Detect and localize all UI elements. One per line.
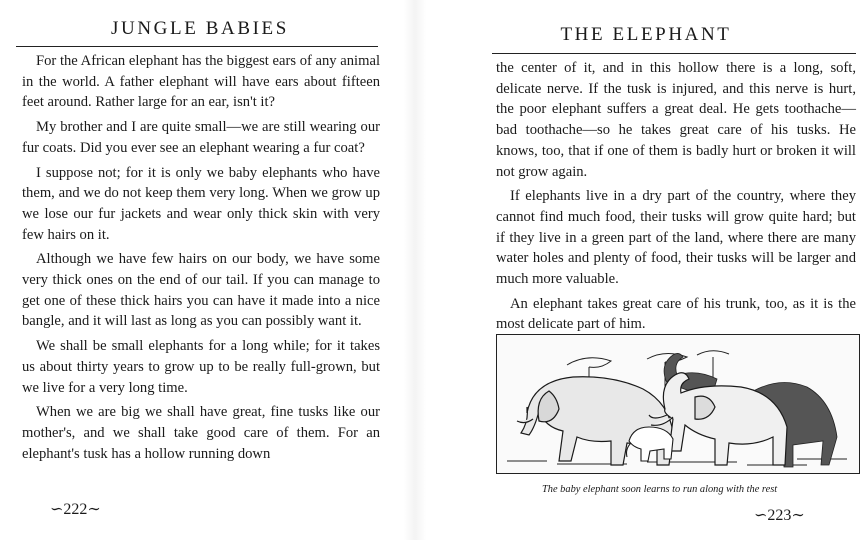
left-page [0,0,400,540]
illustration-caption: The baby elephant soon learns to run along with the rest [542,484,778,495]
paragraph: My brother and I are quite small—we are still wearing our fur coats. Did you ever see an elephant wearing a fur coat? [22,119,380,156]
page-number-left: ∽222∼ [50,501,101,518]
header-rule-left [16,46,378,47]
body-text-left [22,51,380,468]
running-head-left: JUNGLE BABIES [111,18,289,39]
running-head-right: THE ELEPHANT [560,24,732,45]
page-number-right: ∽223∼ [754,507,805,524]
header-rule-right [492,53,856,54]
paragraph: I suppose not; for it is only we baby elephants who have them, and we do not keep them very long. When we grow up we lose our fur jackets and wear only thick skin with very few hairs on it. [22,164,380,243]
body-text-right [496,58,856,339]
elephant-illustration [496,334,860,474]
paragraph: When we are big we shall have great, fine tusks like our mother's, and we shall take good care of them. For an elephant's tusk has a hollow running down [22,404,380,462]
elephant-herd-drawing [497,335,859,473]
paragraph: If elephants live in a dry part of the country, where they cannot find much food, their tusks will grow quite hard; but if they live in a green part of the land, where there are many water holes and plenty of food, their tusks will be larger and much more valuable. [496,188,856,288]
paragraph: Although we have few hairs on our body, we have some very thick ones on the end of our tail. If you can manage to get one of these thick hairs you can have it made into a nice bangle, and it will last as long as you can possibly want it. [22,251,380,330]
book-gutter [404,0,426,540]
paragraph: the center of it, and in this hollow there is a long, soft, delicate nerve. If the tusk is injured, and this nerve is hurt, the poor elephant suffers a great deal. He gets toothache—bad toothache—so he takes great care of his tusks. He knows, too, that if one of them is badly hurt or broken it will not grow again. [496,60,856,180]
right-page [430,0,862,540]
paragraph: We shall be small elephants for a long while; for it takes us about thirty years to grow up to be really full-grown, but we live for a very long time. [22,338,380,396]
paragraph: An elephant takes great care of his trunk, too, as it is the most delicate part of him. [496,295,856,333]
paragraph: For the African elephant has the biggest ears of any animal in the world. A father elephant will have ears about fifteen feet around. Rather large for an ear, isn't it? [22,53,380,111]
